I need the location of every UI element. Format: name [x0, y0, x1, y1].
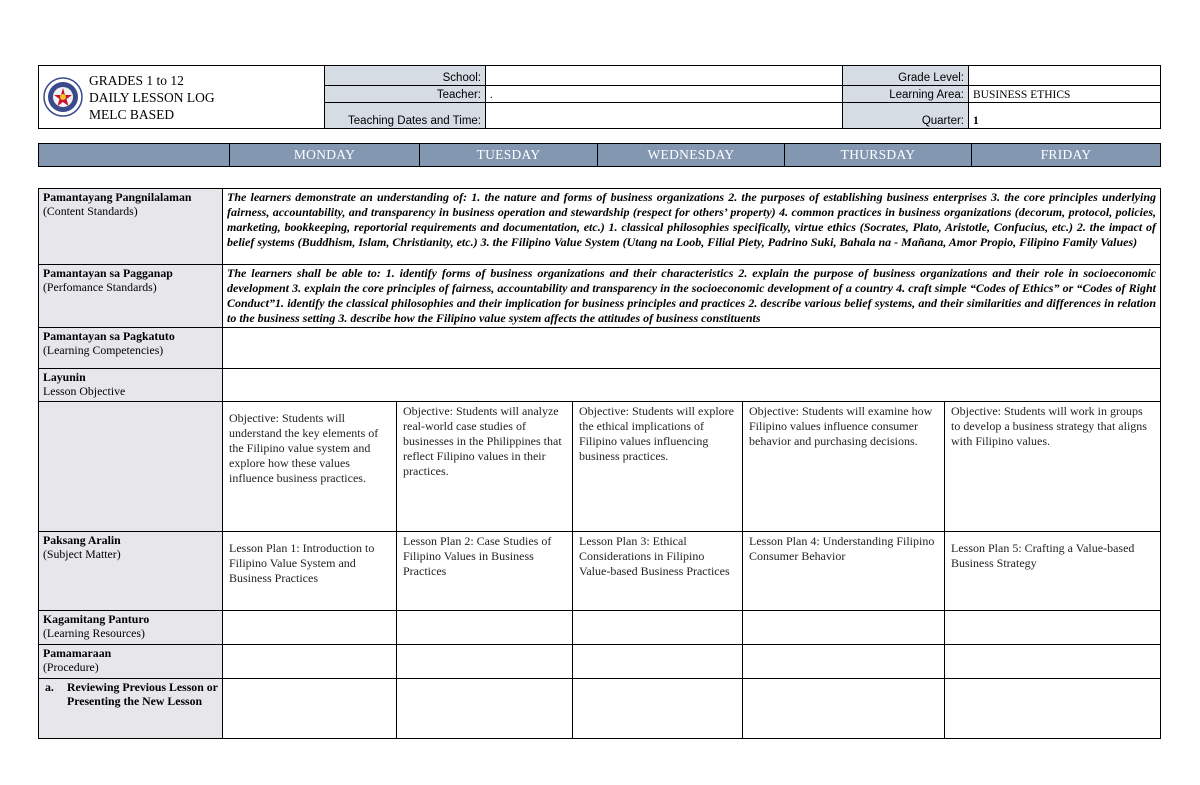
learning-area-value[interactable]: BUSINESS ETHICS — [969, 86, 1161, 103]
procedure-tuesday[interactable] — [397, 645, 573, 679]
learning-area-label: Learning Area: — [843, 86, 969, 103]
procedure-monday[interactable] — [223, 645, 397, 679]
table-row — [39, 265, 1161, 328]
review-tuesday[interactable] — [397, 679, 573, 739]
row-title: Pamantayan sa Pagkatuto — [43, 329, 175, 343]
school-value[interactable] — [486, 66, 843, 86]
table-row — [39, 189, 1161, 265]
header-logo-cell — [39, 66, 325, 129]
learning-resources-label — [39, 611, 223, 645]
review-wednesday[interactable] — [573, 679, 743, 739]
teacher-value[interactable]: . — [486, 86, 843, 103]
content-standards-text: The learners demonstrate an understanding of: 1. the nature and forms of business organizations 2. the purposes of establishing business enterprises 3. the core principles underlying fairness, accountability, and transparency in business operation and stewardship (respect for others’ property) 4. common practices in business organizations (decorum, protocol, policies, marketing, bookkeeping, reportorial requirements and documentation, etc.) 1. classical philosophies specifically, virtue ethics (Socrates, Plato, Aristotle, Confucius, etc.) 2. the impact of belief systems (Buddhism, Islam, Christianity, etc.) 3. the Filipino Value System (Utang na Loob, Filial Piety, Padrino Suki, Bahala na - Mañana, Amor Propio, Filipino Family Values) — [223, 189, 1161, 265]
header-title-line3: MELC BASED — [89, 106, 175, 122]
school-label: School: — [325, 66, 486, 86]
objective-monday[interactable]: Objective: Students will understand the key elements of the Filipino value system and explore how these values influence business practices. — [223, 402, 397, 532]
row-subtitle: (Learning Resources) — [43, 626, 145, 640]
teaching-dates-value[interactable] — [486, 103, 843, 129]
resources-monday[interactable] — [223, 611, 397, 645]
performance-standards-label — [39, 265, 223, 328]
objective-tuesday[interactable]: Objective: Students will analyze real-world case studies of businesses in the Philippines that reflect Filipino values in their practices. — [397, 402, 573, 532]
table-row — [39, 369, 1161, 402]
review-friday[interactable] — [945, 679, 1161, 739]
reviewing-previous-lesson-label — [39, 679, 223, 739]
procedure-friday[interactable] — [945, 645, 1161, 679]
teaching-dates-label: Teaching Dates and Time: — [325, 103, 486, 129]
row-title: Paksang Aralin — [43, 533, 121, 547]
subject-monday[interactable]: Lesson Plan 1: Introduction to Filipino Value System and Business Practices — [223, 532, 397, 611]
table-row — [39, 679, 1161, 739]
review-monday[interactable] — [223, 679, 397, 739]
day-wednesday: WEDNESDAY — [598, 144, 785, 167]
row-subtitle: (Perfomance Standards) — [43, 280, 157, 294]
row-title: Layunin — [43, 370, 86, 384]
row-title: Pamantayan sa Pagganap — [43, 266, 173, 280]
procedure-thursday[interactable] — [743, 645, 945, 679]
days-bar — [38, 143, 1161, 167]
resources-tuesday[interactable] — [397, 611, 573, 645]
table-row — [39, 645, 1161, 679]
teacher-label: Teacher: — [325, 86, 486, 103]
lesson-objective-label — [39, 369, 223, 402]
table-row — [39, 611, 1161, 645]
table-row — [39, 328, 1161, 369]
header-table — [38, 65, 1161, 129]
grade-level-value[interactable] — [969, 66, 1161, 86]
days-bar-blank — [39, 144, 230, 167]
subject-wednesday[interactable]: Lesson Plan 3: Ethical Considerations in Filipino Value-based Business Practices — [573, 532, 743, 611]
row-subtitle: (Procedure) — [43, 660, 99, 674]
grade-level-label: Grade Level: — [843, 66, 969, 86]
resources-thursday[interactable] — [743, 611, 945, 645]
row-subtitle: (Learning Competencies) — [43, 343, 164, 357]
header-title-line2: DAILY LESSON LOG — [89, 89, 215, 105]
performance-standards-text: The learners shall be able to: 1. identify forms of business organizations and their characteristics 2. explain the purpose of business organizations and their role in socioeconomic development 3. explain the core principles of fairness, accountability and transparency in the socioeconomic development of a country 4. craft simple “Codes of Ethics” or “Codes of Right Conduct”1. identify the classical philosophies and their implication for business principles and practices 2. describe various belief systems, and their similarities and differences in relation to the business setting 3. describe how the Filipino value system affects the attitudes of business constituents — [223, 265, 1161, 328]
subject-thursday[interactable]: Lesson Plan 4: Understanding Filipino Consumer Behavior — [743, 532, 945, 611]
learning-competencies-label — [39, 328, 223, 369]
table-row — [39, 402, 1161, 532]
row-subtitle: (Content Standards) — [43, 204, 138, 218]
subject-tuesday[interactable]: Lesson Plan 2: Case Studies of Filipino Values in Business Practices — [397, 532, 573, 611]
procedure-wednesday[interactable] — [573, 645, 743, 679]
resources-friday[interactable] — [945, 611, 1161, 645]
table-row — [39, 532, 1161, 611]
row-title: Pamamaraan — [43, 646, 112, 660]
day-tuesday: TUESDAY — [420, 144, 598, 167]
learning-competencies-cell[interactable] — [223, 328, 1161, 369]
day-friday: FRIDAY — [972, 144, 1161, 167]
objective-blank-label — [39, 402, 223, 532]
day-thursday: THURSDAY — [785, 144, 972, 167]
review-thursday[interactable] — [743, 679, 945, 739]
lesson-log-table — [38, 188, 1161, 739]
procedure-item-text: Reviewing Previous Lesson or Presenting the New Lesson — [67, 680, 218, 708]
quarter-value[interactable]: 1 — [969, 103, 1161, 129]
quarter-label: Quarter: — [843, 103, 969, 129]
subject-friday[interactable]: Lesson Plan 5: Crafting a Value-based Business Strategy — [945, 532, 1161, 611]
objective-thursday[interactable]: Objective: Students will examine how Filipino values influence consumer behavior and purchasing decisions. — [743, 402, 945, 532]
day-monday: MONDAY — [230, 144, 420, 167]
resources-wednesday[interactable] — [573, 611, 743, 645]
header-title-line1: GRADES 1 to 12 — [89, 72, 184, 88]
objective-wednesday[interactable]: Objective: Students will explore the ethical implications of Filipino values influencing business practices. — [573, 402, 743, 532]
procedure-item-number: a. — [45, 680, 54, 694]
row-subtitle: (Subject Matter) — [43, 547, 121, 561]
subject-matter-label — [39, 532, 223, 611]
row-title: Pamantayang Pangnilalaman — [43, 190, 192, 204]
row-subtitle: Lesson Objective — [43, 384, 126, 398]
deped-seal-icon — [43, 77, 83, 117]
row-title: Kagamitang Panturo — [43, 612, 150, 626]
lesson-objective-cell[interactable] — [223, 369, 1161, 402]
procedure-label — [39, 645, 223, 679]
content-standards-label — [39, 189, 223, 265]
objective-friday[interactable]: Objective: Students will work in groups to develop a business strategy that aligns with Filipino values. — [945, 402, 1161, 532]
